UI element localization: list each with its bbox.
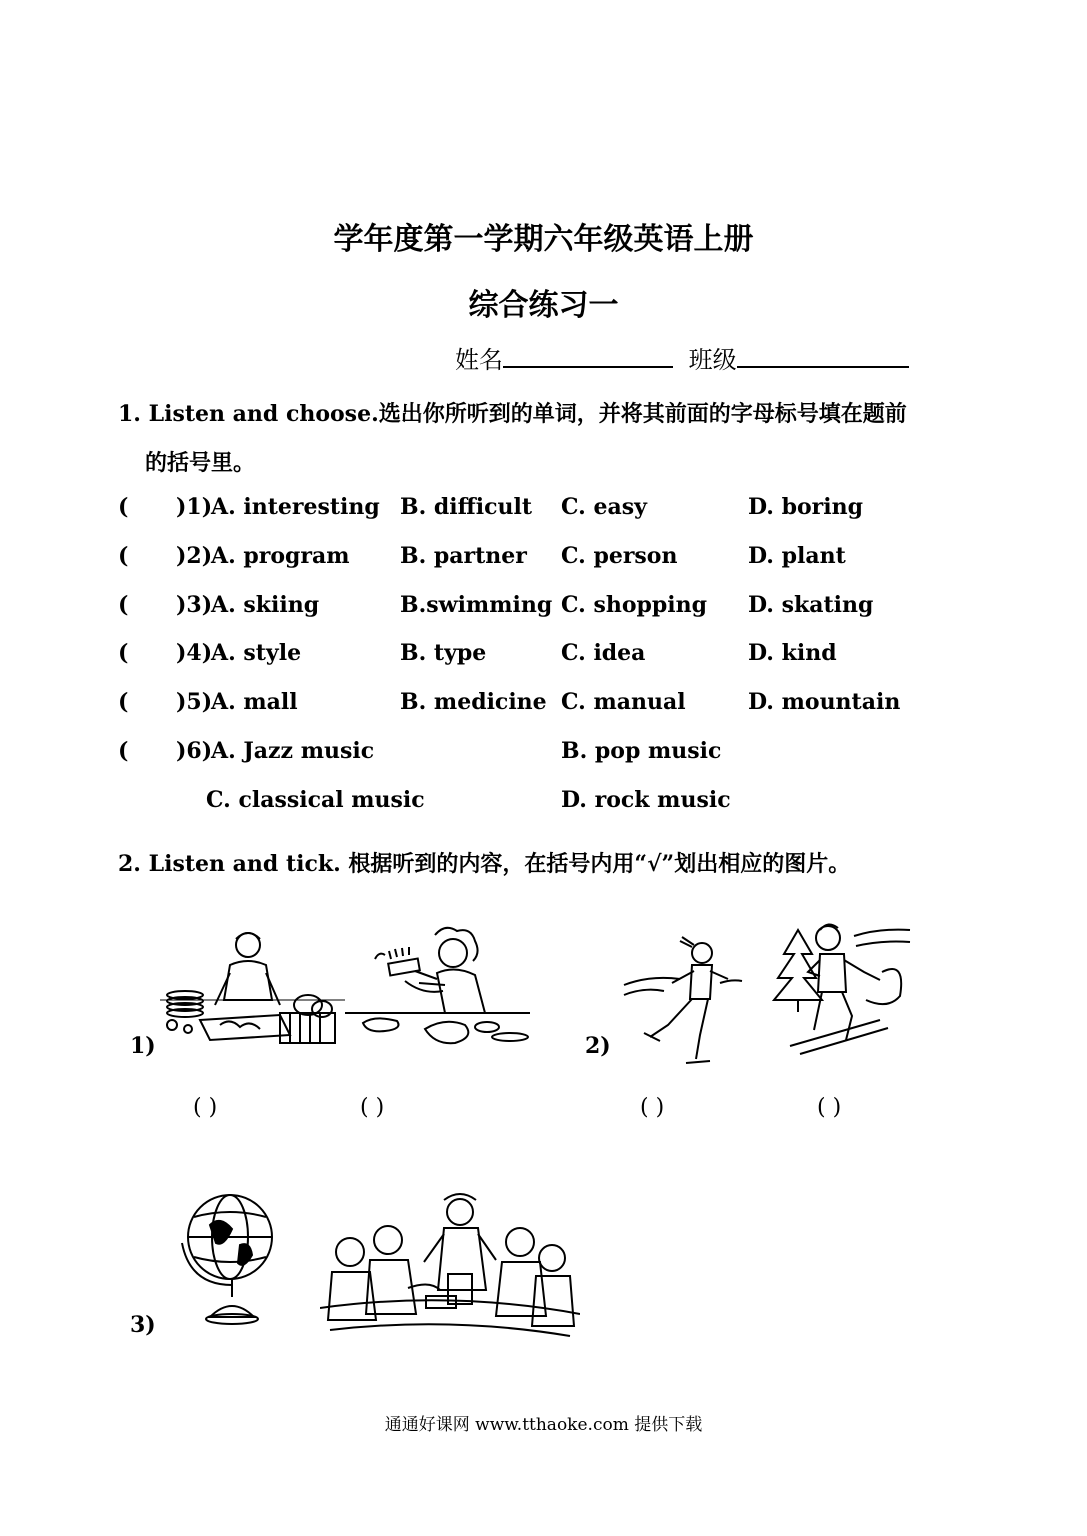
- answer-paren[interactable]: ( ): [360, 1095, 385, 1120]
- answer-paren[interactable]: (: [118, 689, 129, 715]
- question-number: )4): [176, 640, 213, 666]
- question-number: )2): [176, 543, 213, 569]
- option-d: D. plant: [748, 543, 846, 569]
- option-c: C. person: [561, 543, 678, 569]
- student-info: [455, 340, 909, 375]
- washing-dishes-picture: [160, 925, 345, 1050]
- question-number: )1): [176, 494, 213, 520]
- section1-instruction: 1. Listen and choose.选出你所听到的单词，并将其前面的字母标号填在题前: [118, 401, 907, 427]
- option-c: C. easy: [561, 494, 647, 520]
- brushing-shoes-picture: [345, 925, 530, 1050]
- option-d: D. rock music: [561, 787, 731, 813]
- class-blank[interactable]: [737, 344, 909, 368]
- option-a: A. skiing: [211, 592, 320, 618]
- option-d: D. skating: [748, 592, 874, 618]
- option-a: A. style: [211, 640, 302, 666]
- globe-picture: [180, 1185, 280, 1330]
- footer-credit: 通通好课网 www.tthaoke.com 提供下载: [384, 1415, 703, 1435]
- answer-paren[interactable]: ( ): [193, 1095, 218, 1120]
- item-label: 3): [130, 1312, 156, 1338]
- option-b: B. difficult: [400, 494, 532, 520]
- page-subtitle: 综合练习一: [468, 288, 619, 323]
- option-b: B. pop music: [561, 738, 722, 764]
- answer-paren[interactable]: (: [118, 592, 129, 618]
- question-number: )3): [176, 592, 213, 618]
- option-a: A. mall: [211, 689, 298, 715]
- section1-instruction-cont: 的括号里。: [145, 450, 256, 476]
- section2-instruction: 2. Listen and tick. 根据听到的内容，在括号内用“√”划出相应的图片。: [118, 851, 851, 877]
- class-label: 班级: [688, 346, 737, 374]
- option-b: B.swimming: [400, 592, 553, 618]
- option-b: B. partner: [400, 543, 527, 569]
- option-a: A. Jazz music: [211, 738, 375, 764]
- option-c: C. shopping: [561, 592, 707, 618]
- group-discussion-picture: [320, 1190, 580, 1340]
- option-d: D. boring: [748, 494, 863, 520]
- option-c: C. manual: [561, 689, 686, 715]
- answer-paren[interactable]: (: [118, 543, 129, 569]
- option-a: A. program: [211, 543, 350, 569]
- answer-paren[interactable]: ( ): [640, 1095, 665, 1120]
- answer-paren[interactable]: (: [118, 640, 129, 666]
- option-c: C. classical music: [206, 787, 425, 813]
- option-d: D. mountain: [748, 689, 901, 715]
- page-title: 学年度第一学期六年级英语上册: [333, 222, 754, 257]
- answer-paren[interactable]: (: [118, 738, 129, 764]
- question-number: )6): [176, 738, 213, 764]
- option-a: A. interesting: [211, 494, 380, 520]
- item-label: 1): [130, 1033, 156, 1059]
- skating-picture: [620, 935, 745, 1075]
- item-label: 2): [585, 1033, 611, 1059]
- skiing-picture: [770, 920, 920, 1070]
- question-number: )5): [176, 689, 213, 715]
- option-b: B. type: [400, 640, 487, 666]
- answer-paren[interactable]: ( ): [817, 1095, 842, 1120]
- option-c: C. idea: [561, 640, 646, 666]
- name-blank[interactable]: [503, 344, 673, 368]
- answer-paren[interactable]: (: [118, 494, 129, 520]
- name-label: 姓名: [455, 346, 503, 374]
- option-b: B. medicine: [400, 689, 547, 715]
- option-d: D. kind: [748, 640, 837, 666]
